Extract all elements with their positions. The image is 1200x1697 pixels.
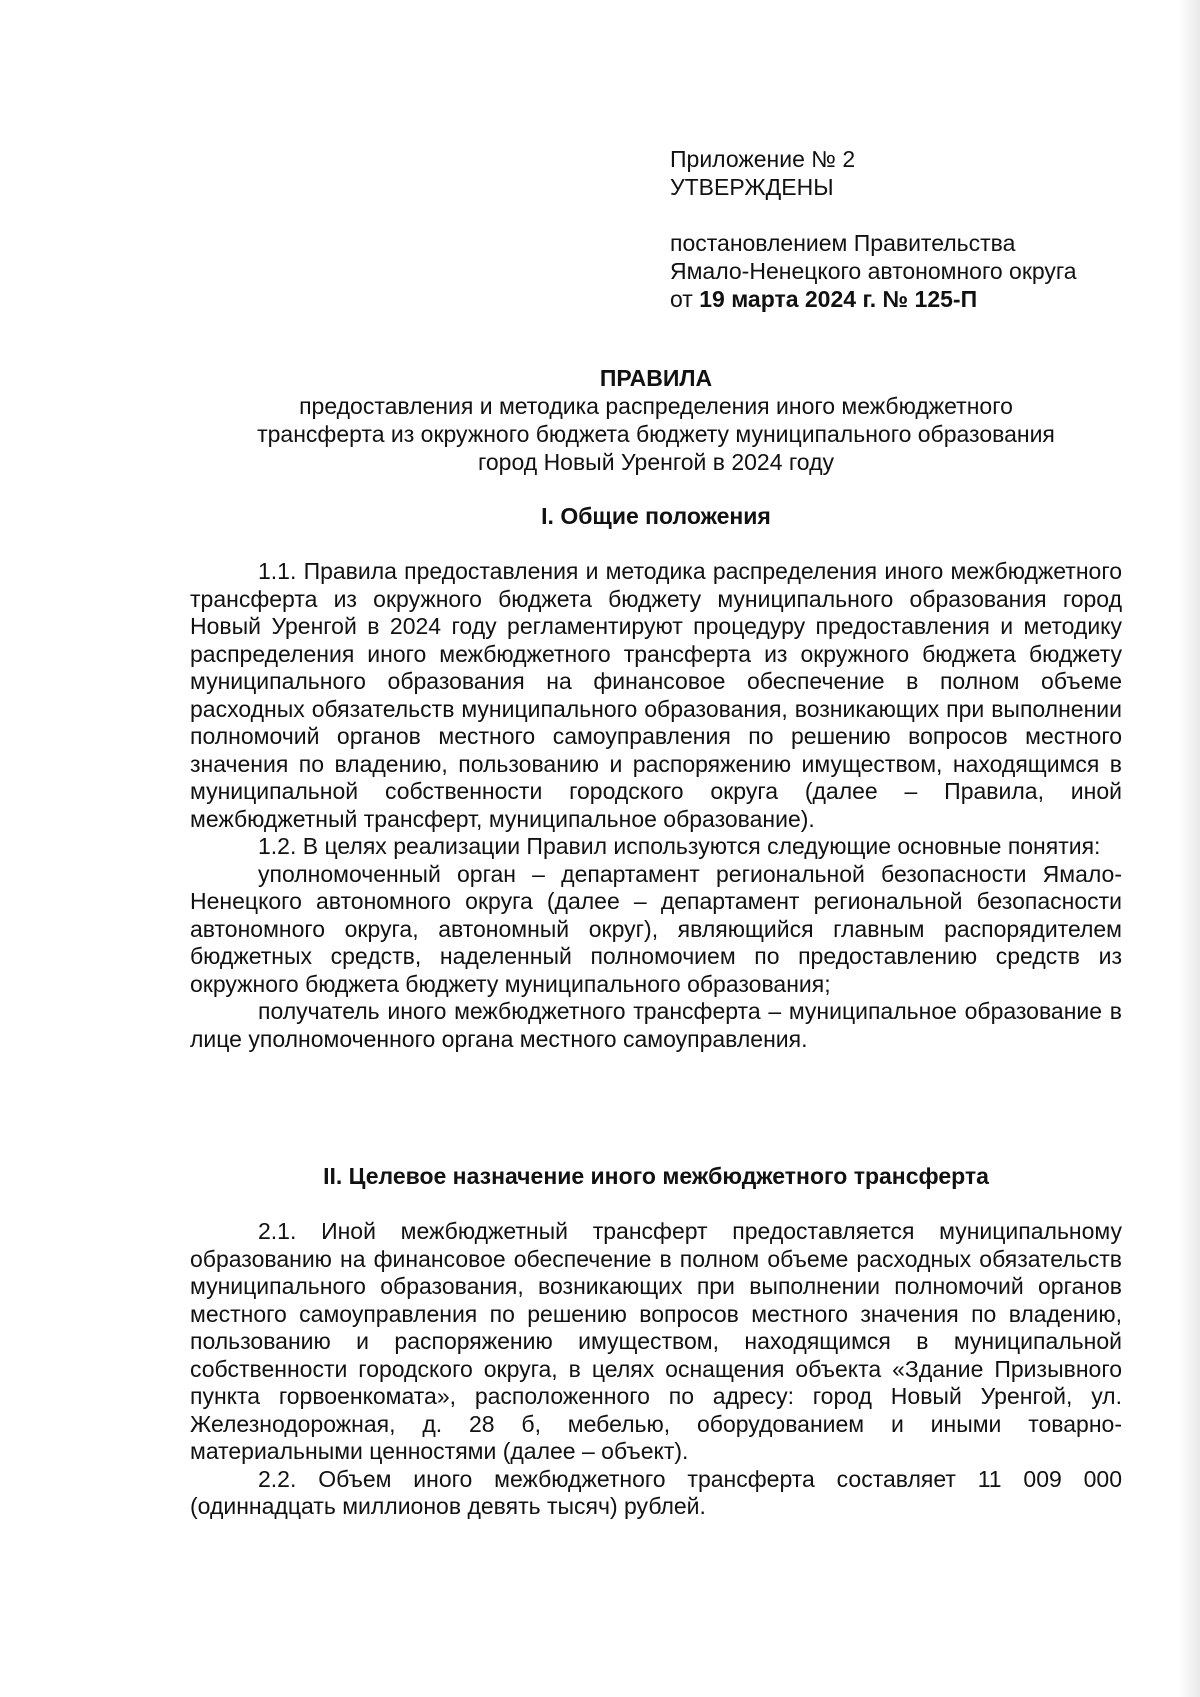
title-subline-2: трансферта из окружного бюджета бюджету муниципального образования — [257, 421, 1055, 447]
document-title: ПРАВИЛА — [599, 365, 713, 391]
section-2-body — [190, 1218, 1122, 1521]
paragraph-2-2: 2.2. Объем иного межбюджетного трансферта составляет 11 009 000 (одиннадцать миллионов девять тысяч) рублей. — [190, 1465, 1122, 1519]
section-1-body — [190, 558, 1122, 1053]
title-subline-3: город Новый Уренгой в 2024 году — [478, 449, 834, 475]
section-1-heading: I. Общие положения — [541, 503, 771, 529]
approved-label: УТВЕРЖДЕНЫ — [670, 174, 834, 200]
resolution-date-number: 19 марта 2024 г. № 125-П — [699, 286, 978, 312]
government-name: Ямало-Ненецкого автономного округа — [670, 258, 1077, 284]
section-2-heading: II. Целевое назначение иного межбюджетного трансферта — [323, 1163, 989, 1189]
definition-recipient: получатель иного межбюджетного трансферта – муниципальное образование в лице уполномоченного органа местного самоуправления. — [190, 998, 1122, 1052]
approval-block — [670, 145, 1130, 313]
approval-spacer — [670, 201, 1130, 229]
paragraph-1-2: 1.2. В целях реализации Правил используются следующие основные понятия: — [258, 833, 1101, 859]
appendix-number: Приложение № 2 — [670, 146, 856, 172]
document-title-block — [150, 364, 1162, 476]
title-subline-1: предоставления и методика распределения иного межбюджетного — [299, 393, 1013, 419]
page-edge-shadow — [1178, 0, 1200, 1697]
paragraph-2-1: 2.1. Иной межбюджетный трансферт предоставляется муниципальному образованию на финансовое обеспечение в полном объеме расходных обязательств муниципального образования, возникающих при выполнении полномочий органов местного самоуправления по решению вопросов местного значения по владению, пользованию и распоряжению имуществом, находящимся в муниципальной собственности городского округа, в целях оснащения объекта «Здание Призывного пункта горвоенкомата», расположенного по адресу: город Новый Уренгой, ул. Железнодорожная, д. 28 б, мебелью, оборудованием и иными товарно-материальными ценностями (далее – объект). — [190, 1218, 1122, 1464]
definition-authorized-body: уполномоченный орган – департамент региональной безопасности Ямало-Ненецкого автономного округа (далее – департамент региональной безопасности автономного округа, автономный округ), являющийся главным распорядителем бюджетных средств, наделенный полномочием по предоставлению средств из окружного бюджета бюджету муниципального образования; — [190, 860, 1122, 997]
paragraph-1-1: 1.1. Правила предоставления и методика распределения иного межбюджетного трансферта из окружного бюджета бюджету муниципального образования город Новый Уренгой в 2024 году регламентируют процедуру предоставления и методику распределения иного межбюджетного трансферта из окружного бюджета бюджету муниципального образования на финансовое обеспечение в полном объеме расходных обязательств муниципального образования, возникающих при выполнении полномочий органов местного самоуправления по решению вопросов местного значения по владению, пользованию и распоряжению имуществом, находящимся в муниципальной собственности городского округа (далее – Правила, иной межбюджетный трансферт, муниципальное образование). — [190, 558, 1122, 832]
date-prefix: от — [670, 286, 693, 312]
resolution-label: постановлением Правительства — [670, 230, 1016, 256]
resolution-date-line — [670, 285, 1130, 313]
